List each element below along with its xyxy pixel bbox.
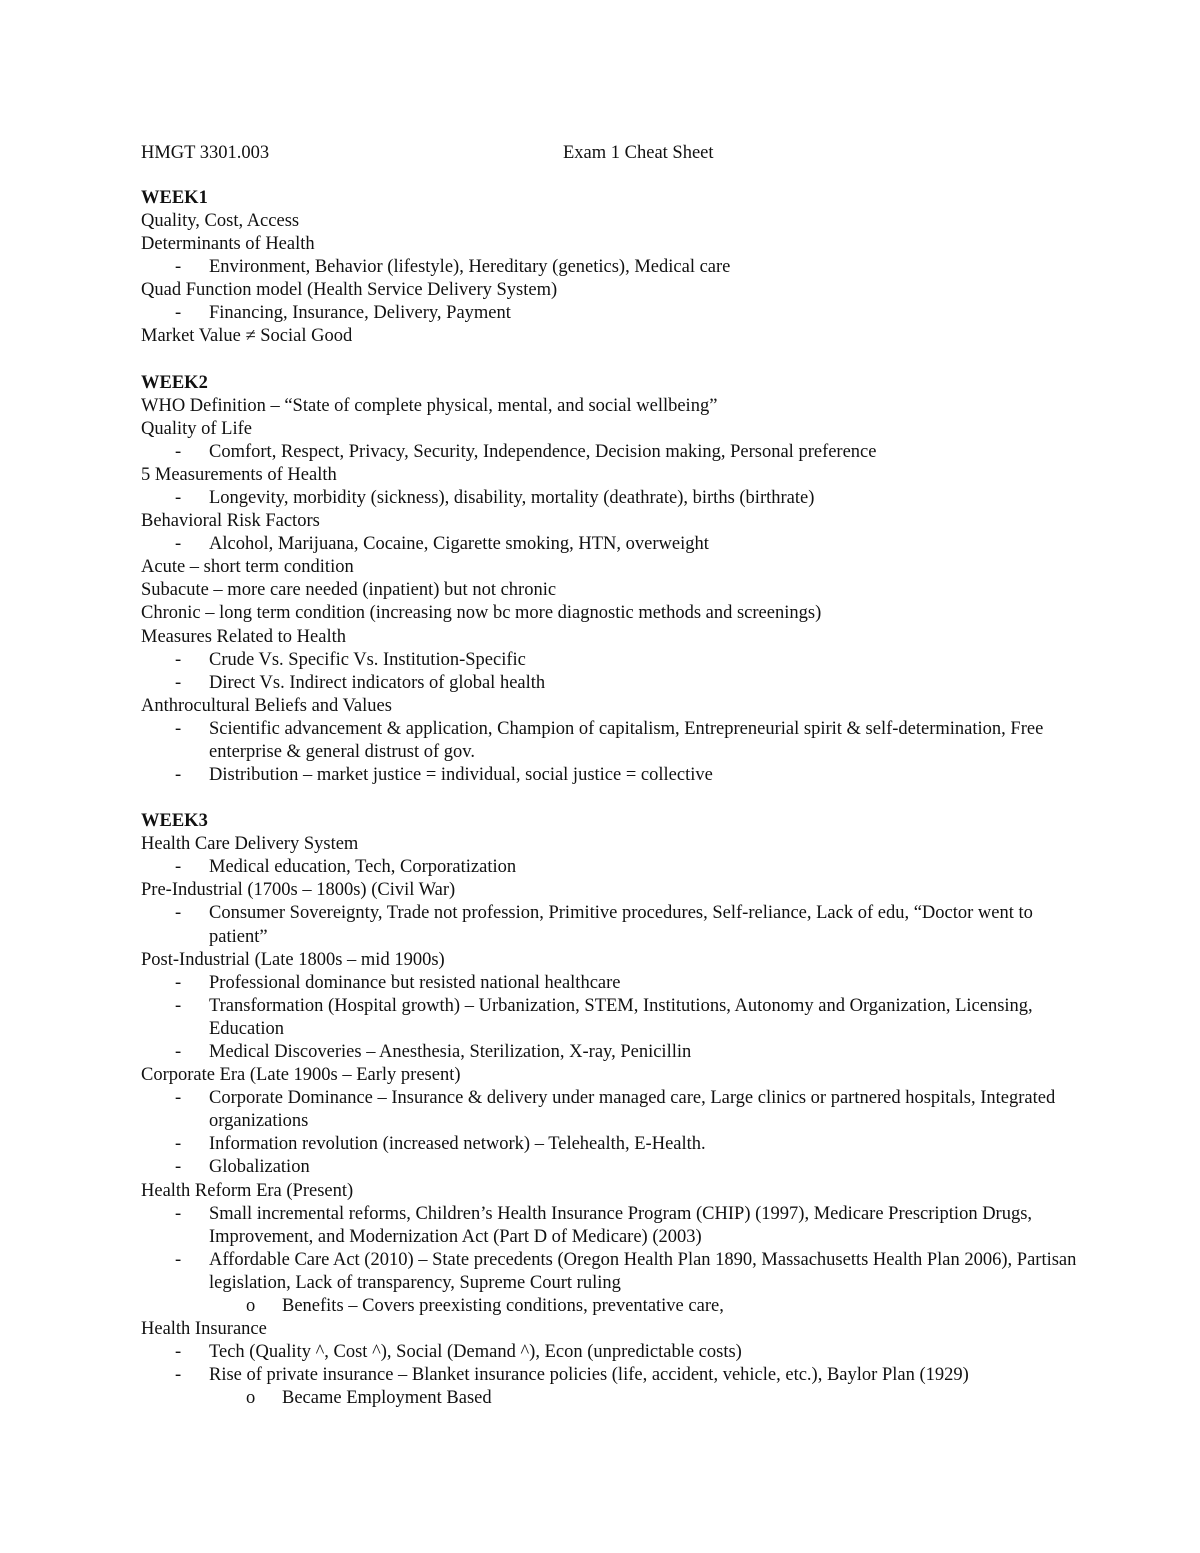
dash-bullet-icon: - bbox=[175, 765, 182, 786]
bullet-item bbox=[141, 1249, 1081, 1295]
topic-line: Corporate Era (Late 1900s – Early present) bbox=[141, 1065, 461, 1086]
dash-bullet-icon: - bbox=[175, 1157, 182, 1178]
notes-body bbox=[141, 187, 1081, 1411]
dash-bullet-icon: - bbox=[175, 1342, 182, 1363]
bullet-text: Globalization bbox=[209, 1157, 310, 1178]
bullet-item bbox=[141, 972, 1081, 995]
topic-line: Post-Industrial (Late 1800s – mid 1900s) bbox=[141, 949, 445, 970]
section-week-2 bbox=[141, 372, 1081, 788]
topic-line: 5 Measurements of Health bbox=[141, 464, 337, 485]
bullet-item bbox=[141, 1133, 1081, 1156]
section-heading: WEEK1 bbox=[141, 188, 208, 208]
bullet-text: Professional dominance but resisted national healthcare bbox=[209, 972, 621, 993]
topic-line: Pre-Industrial (1700s – 1800s) (Civil War) bbox=[141, 880, 456, 901]
bullet-text: Tech (Quality ^, Cost ^), Social (Demand ^), Econ (unpredictable costs) bbox=[209, 1342, 742, 1363]
sub-bullet-item bbox=[141, 1295, 1081, 1318]
topic-line: WHO Definition – “State of complete physical, mental, and social wellbeing” bbox=[141, 395, 718, 416]
dash-bullet-icon: - bbox=[175, 857, 182, 878]
topic-line: Chronic – long term condition (increasing now bc more diagnostic methods and screenings) bbox=[141, 603, 822, 624]
bullet-item bbox=[141, 1156, 1081, 1179]
dash-bullet-icon: - bbox=[175, 1134, 182, 1155]
topic-line: Quad Function model (Health Service Delivery System) bbox=[141, 280, 558, 301]
dash-bullet-icon: - bbox=[175, 903, 182, 924]
topic-line: Anthrocultural Beliefs and Values bbox=[141, 695, 392, 716]
bullet-text: Comfort, Respect, Privacy, Security, Independence, Decision making, Personal preference bbox=[209, 441, 877, 462]
bullet-text: Distribution – market justice = individual, social justice = collective bbox=[209, 765, 713, 786]
bullet-item bbox=[141, 995, 1081, 1041]
topic-line: Market Value ≠ Social Good bbox=[141, 326, 353, 347]
bullet-text: Transformation (Hospital growth) – Urbanization, STEM, Institutions, Autonomy and Organization, Licensing, Education bbox=[209, 995, 1033, 1039]
topic-line: Determinants of Health bbox=[141, 234, 315, 255]
bullet-item bbox=[141, 1087, 1081, 1133]
bullet-item bbox=[141, 649, 1081, 672]
topic-line: Quality, Cost, Access bbox=[141, 211, 300, 231]
dash-bullet-icon: - bbox=[175, 303, 182, 324]
bullet-item bbox=[141, 1041, 1081, 1064]
bullet-text: Crude Vs. Specific Vs. Institution-Specific bbox=[209, 649, 526, 670]
bullet-item bbox=[141, 302, 1081, 325]
topic-line: Health Care Delivery System bbox=[141, 834, 359, 855]
bullet-text: Rise of private insurance – Blanket insurance policies (life, accident, vehicle, etc.), Baylor Plan (1929) bbox=[209, 1365, 969, 1386]
bullet-text: Became Employment Based bbox=[282, 1388, 492, 1409]
bullet-text: Benefits – Covers preexisting conditions, preventative care, bbox=[282, 1296, 724, 1317]
topic-line: Health Insurance bbox=[141, 1319, 267, 1340]
bullet-text: Corporate Dominance – Insurance & delivery under managed care, Large clinics or partnered hospitals, Integrated organizations bbox=[209, 1088, 1056, 1132]
topic-line: Subacute – more care needed (inpatient) but not chronic bbox=[141, 580, 557, 601]
bullet-text: Medical education, Tech, Corporatization bbox=[209, 857, 517, 878]
bullet-text: Financing, Insurance, Delivery, Payment bbox=[209, 303, 511, 324]
bullet-item bbox=[141, 1364, 1081, 1387]
dash-bullet-icon: - bbox=[175, 1365, 182, 1386]
topic-line: Acute – short term condition bbox=[141, 557, 354, 578]
dash-bullet-icon: - bbox=[175, 718, 182, 739]
bullet-item bbox=[141, 672, 1081, 695]
bullet-item bbox=[141, 1341, 1081, 1364]
bullet-item bbox=[141, 856, 1081, 879]
bullet-text: Scientific advancement & application, Champion of capitalism, Entrepreneurial spirit & self-determination, Free enterprise & general distrust of gov. bbox=[209, 718, 1044, 762]
course-code: HMGT 3301.003 bbox=[141, 143, 270, 163]
bullet-item bbox=[141, 256, 1081, 279]
topic-line: Health Reform Era (Present) bbox=[141, 1180, 354, 1201]
document-header bbox=[141, 141, 1081, 165]
dash-bullet-icon: - bbox=[175, 972, 182, 993]
topic-line: Measures Related to Health bbox=[141, 626, 346, 647]
dash-bullet-icon: - bbox=[175, 672, 182, 693]
dash-bullet-icon: - bbox=[175, 995, 182, 1016]
dash-bullet-icon: - bbox=[175, 1088, 182, 1109]
bullet-text: Medical Discoveries – Anesthesia, Sterilization, X-ray, Penicillin bbox=[209, 1042, 692, 1062]
bullet-text: Small incremental reforms, Children’s Health Insurance Program (CHIP) (1997), Medicare Prescription Drugs, Improvement, and Modernization Act (Part D of Medicare) (2003) bbox=[209, 1203, 1033, 1247]
dash-bullet-icon: - bbox=[175, 441, 182, 462]
bullet-text: Information revolution (increased network) – Telehealth, E-Health. bbox=[209, 1134, 706, 1155]
bullet-item bbox=[141, 764, 1081, 787]
bullet-item bbox=[141, 487, 1081, 510]
dash-bullet-icon: - bbox=[175, 487, 182, 508]
circle-bullet-icon: o bbox=[246, 1388, 256, 1409]
bullet-text: Environment, Behavior (lifestyle), Hereditary (genetics), Medical care bbox=[209, 257, 731, 278]
topic-line: Quality of Life bbox=[141, 418, 252, 439]
bullet-text: Alcohol, Marijuana, Cocaine, Cigarette smoking, HTN, overweight bbox=[209, 534, 709, 555]
bullet-text: Longevity, morbidity (sickness), disability, mortality (deathrate), births (birthrate) bbox=[209, 487, 815, 508]
section-week-1 bbox=[141, 187, 1081, 349]
dash-bullet-icon: - bbox=[175, 534, 182, 555]
dash-bullet-icon: - bbox=[175, 649, 182, 670]
dash-bullet-icon: - bbox=[175, 1042, 182, 1062]
bullet-item bbox=[141, 902, 1081, 948]
section-heading: WEEK3 bbox=[141, 811, 208, 832]
document-page bbox=[141, 141, 1081, 1434]
bullet-item bbox=[141, 1203, 1081, 1249]
sub-bullet-item bbox=[141, 1387, 1081, 1410]
bullet-item bbox=[141, 533, 1081, 556]
dash-bullet-icon: - bbox=[175, 1249, 182, 1270]
bullet-item bbox=[141, 441, 1081, 464]
topic-line: Behavioral Risk Factors bbox=[141, 511, 320, 532]
dash-bullet-icon: - bbox=[175, 1203, 182, 1224]
circle-bullet-icon: o bbox=[246, 1296, 256, 1317]
bullet-text: Affordable Care Act (2010) – State precedents (Oregon Health Plan 1890, Massachusetts Health Plan 2006), Partisan legislation, Lack of transparency, Supreme Court ruling bbox=[209, 1249, 1077, 1293]
document-title: Exam 1 Cheat Sheet bbox=[563, 143, 714, 163]
bullet-item bbox=[141, 718, 1081, 764]
dash-bullet-icon: - bbox=[175, 257, 182, 278]
section-heading: WEEK2 bbox=[141, 372, 208, 393]
bullet-text: Direct Vs. Indirect indicators of global health bbox=[209, 672, 546, 693]
bullet-text: Consumer Sovereignty, Trade not profession, Primitive procedures, Self-reliance, Lack of edu, “Doctor went to patient” bbox=[209, 903, 1033, 947]
section-week-3 bbox=[141, 810, 1081, 1410]
